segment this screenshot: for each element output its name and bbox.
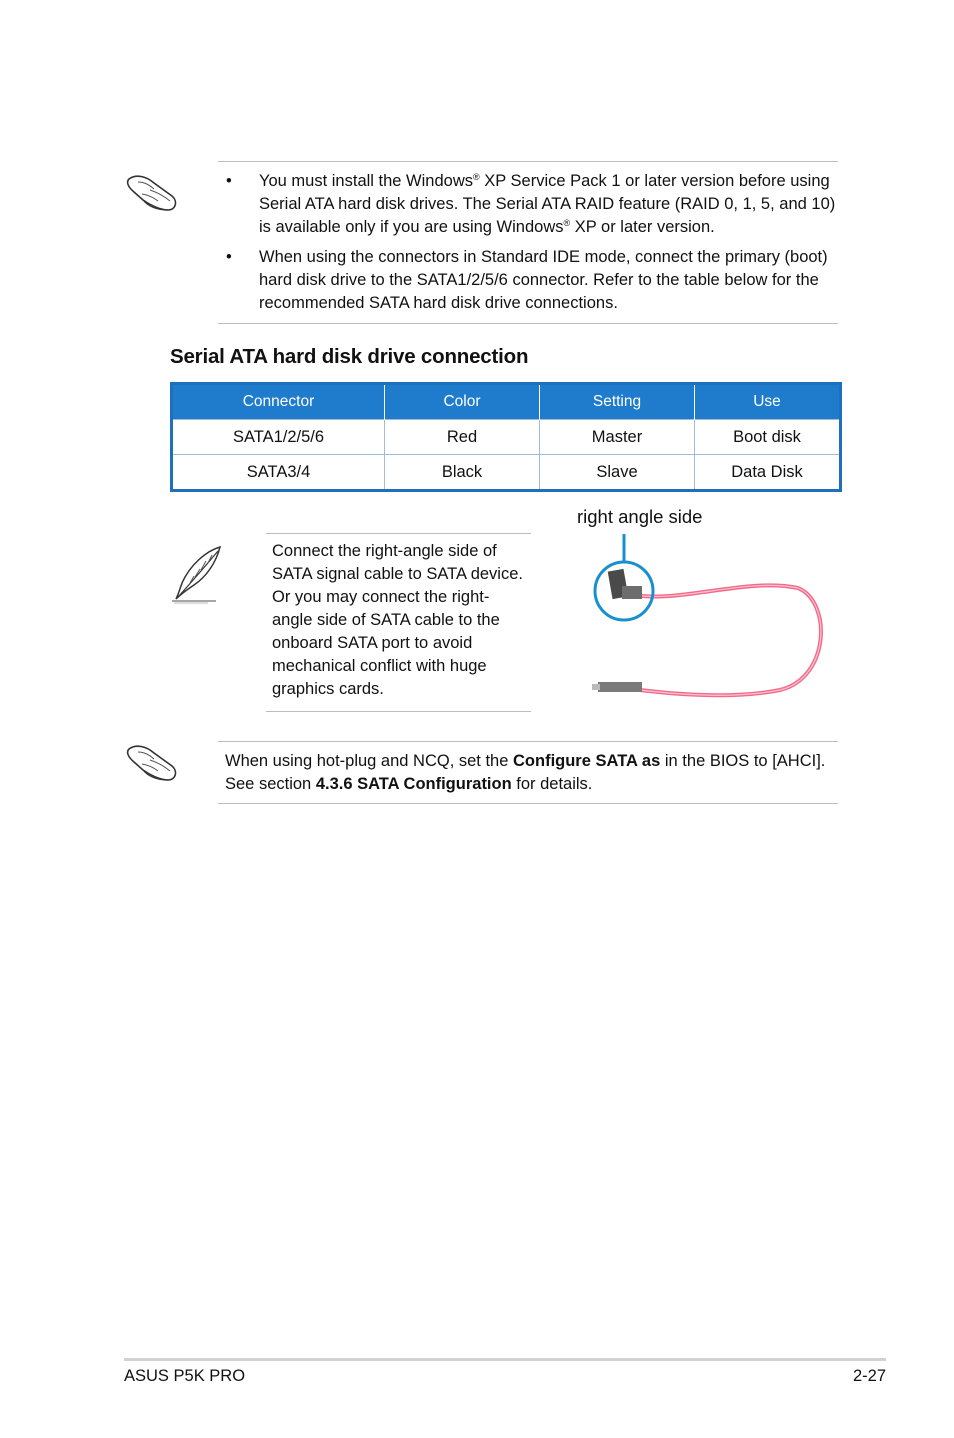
sata-cable-image [570, 530, 832, 720]
note1-bullet-1-text: You must install the Windows® XP Service Pack 1 or later version before using Serial ATA hard disk drives. The Serial ATA RAID feature (RAID 0, 1, 5, and 10) is available only if you are using Windows® XP or later version. [259, 172, 836, 236]
bullet-dot: • [226, 172, 232, 190]
note2-bottom-rule [218, 803, 838, 804]
footer-product-name: ASUS P5K PRO [124, 1367, 246, 1385]
table-cell: Data Disk [695, 455, 841, 491]
bullet-dot: • [226, 248, 232, 266]
table-header-connector: Connector [172, 384, 385, 420]
note2-text: When using hot-plug and NCQ, set the Configure SATA as in the BIOS to [AHCI]. See section 4.3.6 SATA Configuration for details. [225, 752, 826, 793]
note1-top-rule [218, 161, 838, 162]
note1-bullet-1 [226, 170, 836, 239]
table-header-use: Use [695, 384, 841, 420]
note2-top-rule [218, 741, 838, 742]
section-title: Serial ATA hard disk drive connection [170, 345, 529, 368]
table-cell: SATA3/4 [172, 455, 385, 491]
table-cell: Red [385, 420, 540, 455]
tip-text: Connect the right-angle side of SATA signal cable to SATA device. Or you may connect the right-angle side of SATA cable to the onboard SATA port to avoid mechanical conflict with huge graphics cards. [272, 542, 523, 698]
table-row [172, 455, 841, 491]
note1-bottom-rule [218, 323, 838, 324]
sata-connection-table [170, 382, 842, 492]
hand-pointer-icon [126, 740, 182, 786]
note1-bullet-2-text: When using the connectors in Standard IDE mode, connect the primary (boot) hard disk drive to the SATA1/2/5/6 connector. Refer to the table below for the recommended SATA hard disk drive connections. [259, 248, 828, 312]
table-header-setting: Setting [540, 384, 695, 420]
figure-label: right angle side [577, 506, 703, 527]
table-cell: Boot disk [695, 420, 841, 455]
table-cell: Slave [540, 455, 695, 491]
footer-page-number: 2-27 [852, 1367, 886, 1385]
feather-pen-icon [168, 543, 228, 605]
tip-bottom-rule [266, 711, 531, 712]
table-cell: Master [540, 420, 695, 455]
footer-rule [124, 1358, 886, 1361]
table-header-row [172, 384, 841, 420]
note1-bullet-2 [226, 246, 836, 315]
table-header-color: Color [385, 384, 540, 420]
table-cell: Black [385, 455, 540, 491]
hand-pointer-icon [126, 170, 182, 216]
table-row [172, 420, 841, 455]
table-cell: SATA1/2/5/6 [172, 420, 385, 455]
tip-top-rule [266, 533, 531, 534]
